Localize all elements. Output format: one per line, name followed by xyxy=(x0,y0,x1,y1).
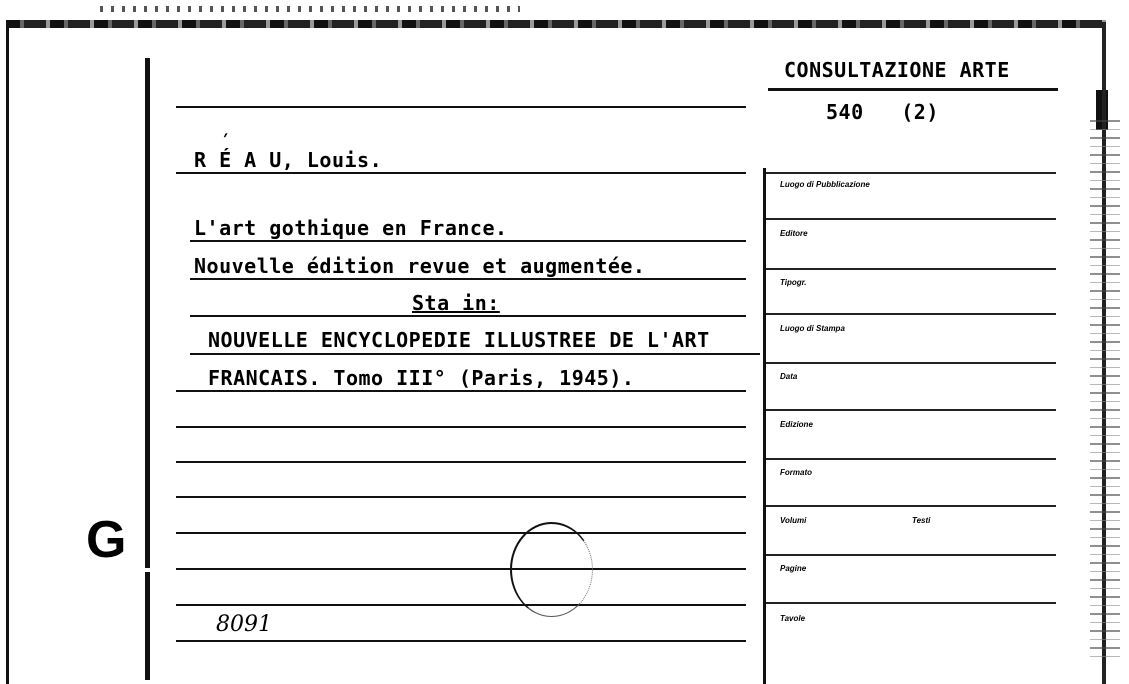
field-label: Editore xyxy=(780,229,808,238)
field-label: Volumi xyxy=(780,516,807,525)
sidebar-rule xyxy=(766,362,1056,364)
title-line: L'art gothique en France. xyxy=(194,216,508,240)
field-label: Data xyxy=(780,372,798,381)
margin-letter: G xyxy=(86,511,127,569)
sidebar-rule xyxy=(766,268,1056,270)
ruled-line xyxy=(176,106,746,108)
handwritten-number: 8091 xyxy=(216,612,272,637)
field-label: Tavole xyxy=(780,614,806,623)
card-left-edge xyxy=(6,20,9,684)
margin-bar-lower xyxy=(145,572,150,680)
ruled-line xyxy=(176,568,746,570)
ruled-line xyxy=(190,353,760,355)
shelfmark-number: 540 xyxy=(826,100,864,124)
sidebar-rule xyxy=(766,554,1056,556)
author-heading: R É A U, Louis. xyxy=(194,148,383,172)
ruled-line xyxy=(176,390,746,392)
sidebar-border xyxy=(763,168,766,684)
edition-line: Nouvelle édition revue et augmentée. xyxy=(194,254,646,278)
series-line-1: NOUVELLE ENCYCLOPEDIE ILLUSTREE DE L'ART xyxy=(208,328,710,352)
ruled-line xyxy=(190,278,746,280)
ruled-line xyxy=(176,461,746,463)
field-label: Luogo di Stampa xyxy=(780,324,845,333)
collection-rule xyxy=(768,88,1058,91)
sidebar-rule xyxy=(766,172,1056,174)
shelfmark xyxy=(826,100,939,124)
field-label: Testi xyxy=(912,516,931,525)
scan-noise-top xyxy=(100,6,520,12)
ruled-line xyxy=(176,604,746,606)
ruled-line xyxy=(190,240,746,242)
field-label: Tipogr. xyxy=(780,278,807,287)
field-label: Pagine xyxy=(780,564,807,573)
ruled-line xyxy=(190,315,746,317)
ruled-line xyxy=(176,172,746,174)
margin-bar xyxy=(145,58,150,568)
ruled-line xyxy=(176,532,746,534)
series-line-2: FRANCAIS. Tomo III° (Paris, 1945). xyxy=(208,366,635,390)
sidebar-rule xyxy=(766,505,1056,507)
field-label: Luogo di Pubblicazione xyxy=(780,180,870,189)
card-top-edge xyxy=(6,20,1106,28)
collection-title: CONSULTAZIONE ARTE xyxy=(784,58,1010,82)
ruled-line xyxy=(176,426,746,428)
sidebar-rule xyxy=(766,458,1056,460)
punch-hole xyxy=(510,522,593,617)
scan-noise-right xyxy=(1090,120,1120,660)
ruled-line xyxy=(176,640,746,642)
accent-mark: ´ xyxy=(218,130,235,155)
field-label: Edizione xyxy=(780,420,813,429)
ruled-line xyxy=(176,496,746,498)
shelfmark-part: (2) xyxy=(901,100,939,124)
field-label: Formato xyxy=(780,468,812,477)
sta-in-line: Sta in: xyxy=(412,291,500,315)
sidebar-rule xyxy=(766,218,1056,220)
sidebar-rule xyxy=(766,409,1056,411)
sidebar-rule xyxy=(766,313,1056,315)
sidebar-rule xyxy=(766,602,1056,604)
